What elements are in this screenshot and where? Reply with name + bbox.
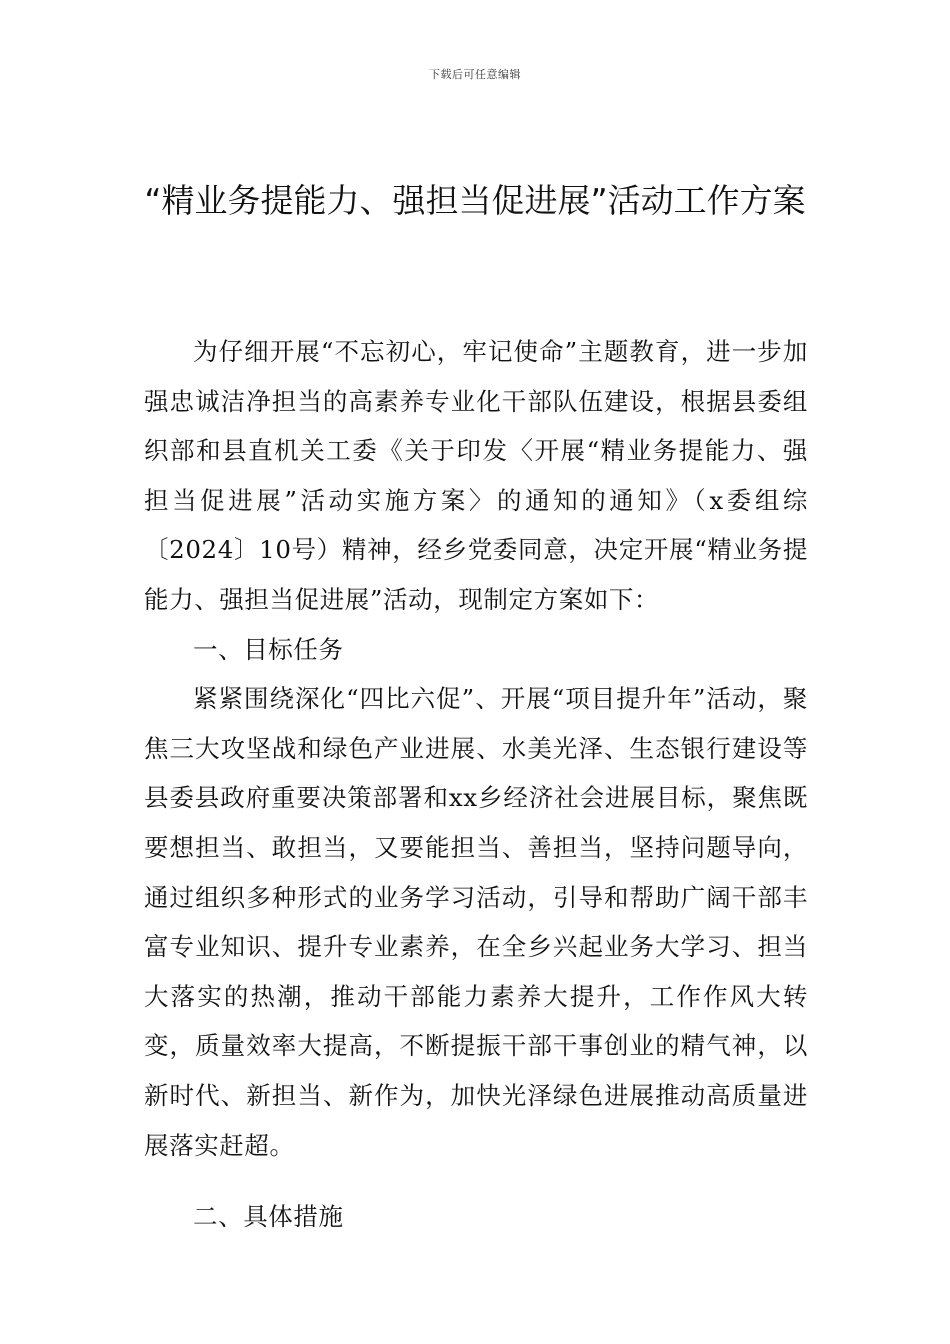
goals-paragraph: 紧紧围绕深化“四比六促”、开展“项目提升年”活动，聚焦三大攻坚战和绿色产业进展、水美光泽、生态银行建设等县委县政府重要决策部署和xx乡经济社会进展目标，聚焦既要想担当、敢担当，又要能担当、善担当，坚持问题导向，通过组织多种形式的业务学习活动，引导和帮助广阔干部丰富专业知识、提升专业素养，在全乡兴起业务大学习、担当大落实的热潮，推动干部能力素养大提升，工作作风大转变，质量效率大提高，不断提振干部干事创业的精气神，以新时代、新担当、新作为，加快光泽绿色进展推动高质量进展落实赶超。 — [144, 684, 808, 1160]
document-title: “精业务提能力、强担当促进展”活动工作方案 — [144, 181, 806, 220]
section-heading-measures: 二、具体措施 — [193, 1202, 344, 1232]
section-heading-goals: 一、目标任务 — [193, 634, 344, 664]
header-note: 下载后可任意编辑 — [429, 68, 521, 81]
intro-paragraph: 为仔细开展“不忘初心，牢记使命”主题教育，进一步加强忠诚洁净担当的高素养专业化干部队伍建设，根据县委组织部和县直机关工委《关于印发〈开展“精业务提能力、强担当促进展”活动实施方案〉的通知的通知》（x委组综〔2024〕10号）精神，经乡党委同意，决定开展“精业务提能力、强担当促进展”活动，现制定方案如下： — [144, 337, 808, 614]
document-body — [144, 327, 808, 1242]
